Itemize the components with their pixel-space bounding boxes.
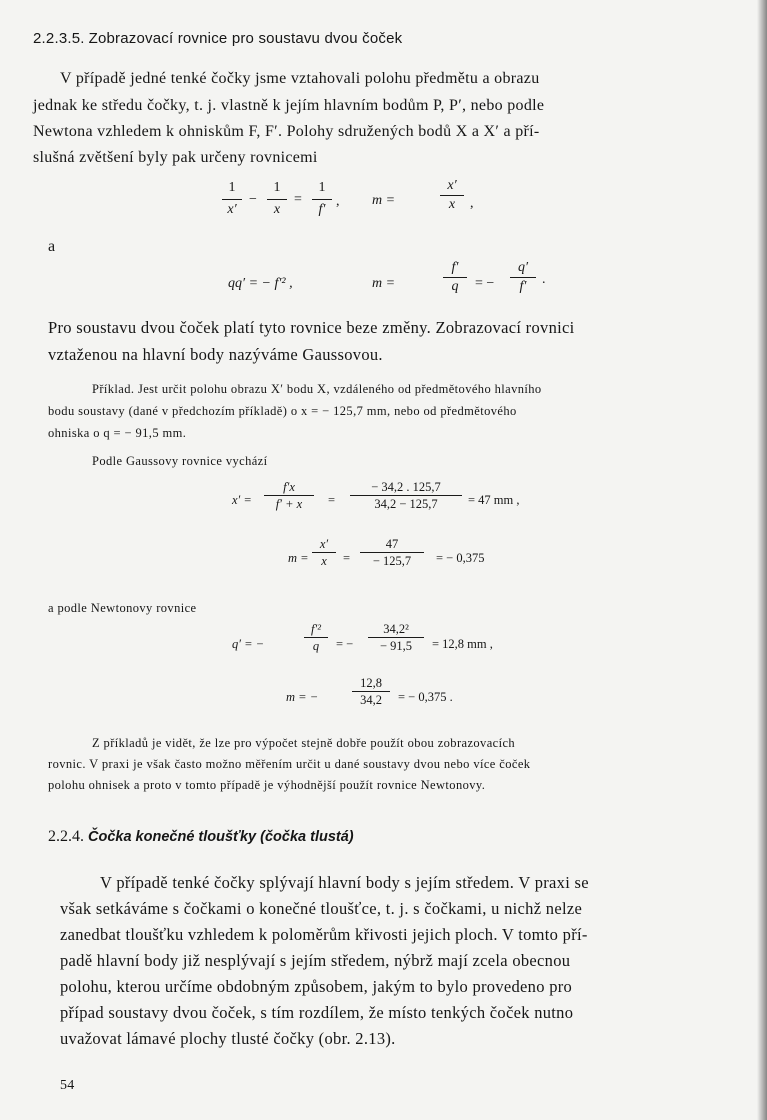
section-title: Zobrazovací rovnice pro soustavu dvou čoček xyxy=(88,30,403,47)
calc4-result: = − 0,375 . xyxy=(398,690,453,704)
eq1-numerator: x′ xyxy=(447,178,457,193)
example-line-2: bodu soustavy (dané v předchozím příkladě) o x = − 125,7 mm, nebo od předmětového xyxy=(48,404,517,418)
calc3-fraction-2: 34,2² − 91,5 xyxy=(368,622,424,654)
gauss-intro: Podle Gaussovy rovnice vychází xyxy=(92,454,268,468)
calc4-fraction: 12,8 34,2 xyxy=(352,676,390,708)
intro-line-3: Newtona vzhledem k ohniskům F, F′. Polohy sdružených bodů X a X′ a pří- xyxy=(33,123,540,140)
eq1-denominator: x xyxy=(448,197,456,213)
eq2-fraction-1: f′ q xyxy=(443,260,467,295)
para3-line-7: uvažovat lámavé plochy tlusté čočky (obr. 2.13). xyxy=(60,1029,396,1048)
page-edge-shadow xyxy=(757,0,767,1120)
section-heading xyxy=(33,30,402,48)
connective-a: a xyxy=(48,238,56,255)
section2-title: Čočka konečné tloušťky (čočka tlustá) xyxy=(88,829,354,845)
calc3-result: = 12,8 mm , xyxy=(432,637,493,651)
eq2-m: m = xyxy=(372,276,396,291)
calc1-fraction-2: − 34,2 . 125,7 34,2 − 125,7 xyxy=(350,480,462,512)
calc3-fraction-1: f′² q xyxy=(304,622,328,654)
intro-line-4: slušná zvětšení byly pak určeny rovnicemi xyxy=(33,149,318,166)
eq2-fraction-2: q′ f′ xyxy=(510,260,536,295)
conclusion-line-2: rovnic. V praxi je však často možno měřením určit u dané soustavy dvou nebo více čoček xyxy=(48,757,531,771)
para3-line-1: V případě tenké čočky splývají hlavní body s jejím středem. V praxi se xyxy=(100,873,589,892)
calc1-fraction-1: f′x f′ + x xyxy=(264,480,314,512)
calc2-fraction-1: x′ x xyxy=(312,537,336,569)
intro-line-1: V případě jedné tenké čočky jsme vztahovali polohu předmětu a obrazu xyxy=(60,70,540,87)
newton-intro: a podle Newtonovy rovnice xyxy=(48,601,197,615)
eq1-fraction xyxy=(440,178,464,213)
para3-line-3: zanedbat tloušťku vzhledem k poloměrům křivosti jejich ploch. V tomto pří- xyxy=(60,925,588,944)
para3-line-2: však setkáváme s čočkami o konečné tloušťce, t. j. s čočkami, u nichž nelze xyxy=(60,899,583,918)
para2-line-2: vztaženou na hlavní body nazýváme Gaussovou. xyxy=(48,345,383,364)
calc3-lhs: q′ = − xyxy=(232,637,265,651)
para2-line-1: Pro soustavu dvou čoček platí tyto rovnice beze změny. Zobrazovací rovnici xyxy=(48,318,575,337)
section2-heading xyxy=(48,828,354,846)
conclusion-line-3: polohu ohnisek a proto v tomto případě je výhodnější použít rovnice Newtonovy. xyxy=(48,778,486,792)
example-line-1: Příklad. Jest určit polohu obrazu X′ bodu X, vzdáleného od předmětového hlavního xyxy=(92,382,542,396)
conclusion-line-1: Z příkladů je vidět, že lze pro výpočet stejně dobře použít obou zobrazovacích xyxy=(92,736,516,750)
calc2-lhs: m = xyxy=(288,551,309,565)
eq2-newton: qq′ = − f′² , xyxy=(228,276,293,291)
section2-number: 2.2.4. xyxy=(48,828,84,845)
calc2-fraction-2: 47 − 125,7 xyxy=(360,537,424,569)
calc1-result: = 47 mm , xyxy=(468,493,520,507)
para3-line-5: polohu, kterou určíme obdobným způsobem, jakým to bylo provedeno pro xyxy=(60,977,573,996)
calc2-result: = − 0,375 xyxy=(436,551,485,565)
calc4-lhs: m = − xyxy=(286,690,319,704)
calc1-lhs: x′ = xyxy=(232,493,252,507)
intro-line-2: jednak ke středu čočky, t. j. vlastně k jejím hlavním bodům P, P′, nebo podle xyxy=(33,97,545,114)
book-page: 2.2.3.5. Zobrazovací rovnice pro soustavu dvou čoček V případě jedné tenké čočky jsme vztahovali polohu předmětu a obrazu jednak ke středu čočky, t. j. vlastně k jejím hlavním bodům P, P′, nebo podle Newtona vzhledem k ohniskům F, F′. Polohy sdružených bodů X a X′ a pří- slušná zvětšení byly pak určeny rovnicemi 1 x′ − 1 x = 1 f′ , m = x′ x , a qq′ = − f′² , m = f′ q = − q′ f′ . Pro soustavu dvou čoček platí tyto rovnice beze změny. Zobrazovací rovnici vztaženou na hlavní body nazýváme Gaussovou. Příklad. Jest určit polohu obrazu X′ bodu X, vzdáleného od předmětového hlavního bodu soustavy (dané v předchozím příkladě) o x = − 125,7 mm, nebo od předmětového ohniska o q = − 91,5 mm. Podle Gaussovy rovnice vychází x′ = f′x f′ + x = − 34,2 . 125,7 34,2 − 125,7 = 47 mm , m = x′ x = 47 − 125,7 = − 0,375 a podle Newtonovy rovnice q′ = − f′² q = − 34,2² − 91,5 = 12,8 mm , m = − 12,8 34,2 = − 0,375 . Z příkladů je vidět, že lze pro výpočet stejně dobře použít obou zobrazovacích rovnic. V praxi je však často možno měřením určit u dané soustavy dvou nebo více čoček polohu ohnisek a proto v tomto případě je výhodnější použít rovnice Newtonovy. 2.2.4. Čočka konečné tloušťky (čočka tlustá) V případě tenké čočky splývají hlavní body s jejím středem. V praxi se však setkáváme s čočkami o konečné tloušťce, t. j. s čočkami, u nichž nelze zanedbat tloušťku vzhledem k poloměrům křivosti jejich ploch. V tomto pří- padě hlavní body již nesplývají s jejím středem, nýbrž mají zcela obecnou polohu, kterou určíme obdobným způsobem, jakým to bylo provedeno pro případ soustavy dvou čoček, s tím rozdílem, že místo tenkých čoček nutno uvažovat lámavé plochy tlusté čočky (obr. 2.13). 54 xyxy=(0,0,767,1120)
section-number: 2.2.3.5. xyxy=(33,30,85,47)
eq1-m: m = xyxy=(372,193,396,208)
page-number: 54 xyxy=(60,1078,75,1093)
example-line-3: ohniska o q = − 91,5 mm. xyxy=(48,426,187,440)
para3-line-4: padě hlavní body již nesplývají s jejím středem, nýbrž mají zcela obecnou xyxy=(60,951,571,970)
para3-line-6: případ soustavy dvou čoček, s tím rozdílem, že místo tenkých čoček nutno xyxy=(60,1003,574,1022)
